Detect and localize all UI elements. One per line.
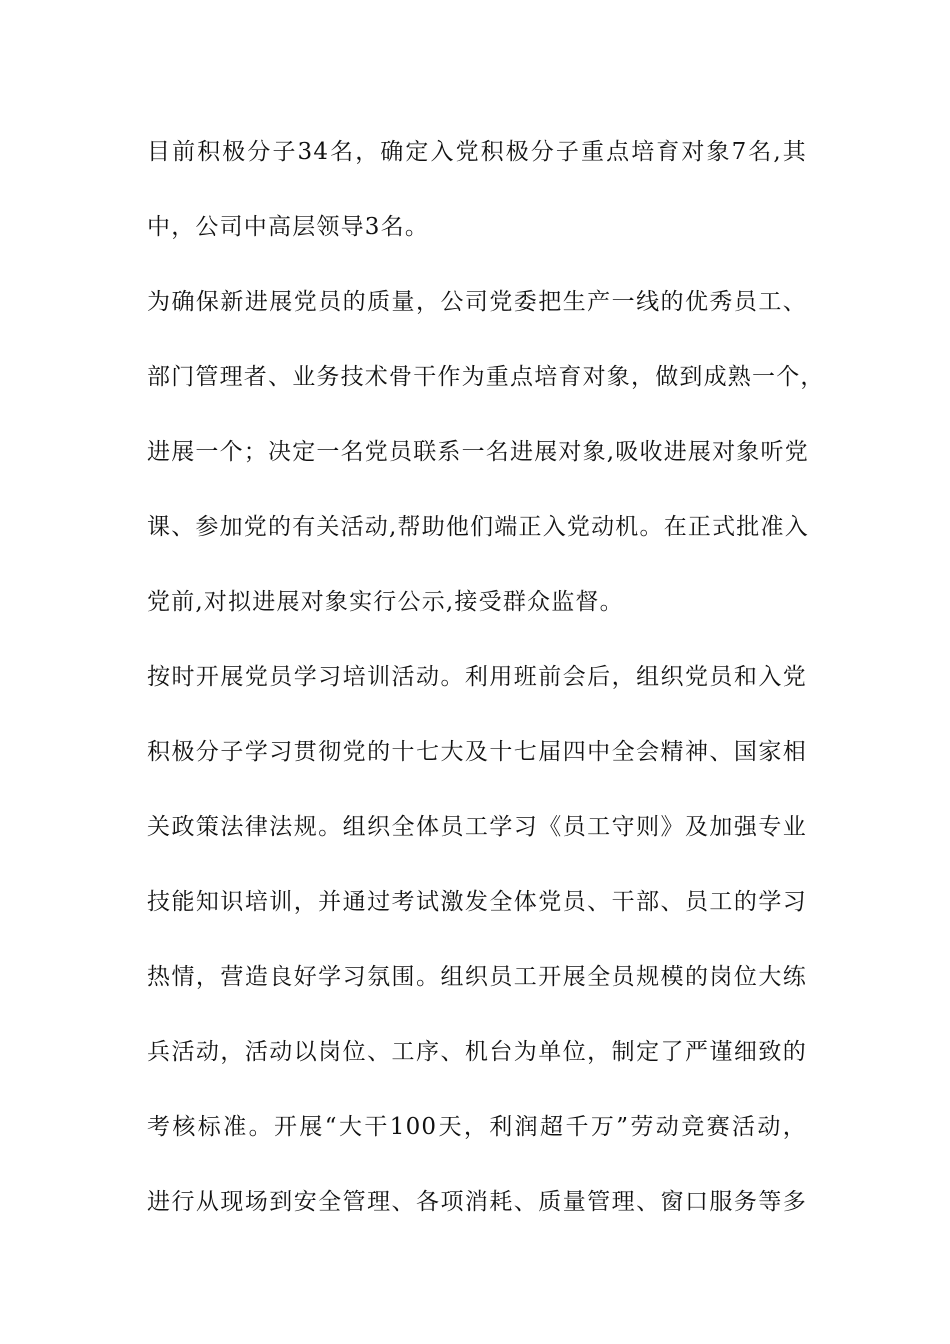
paragraph-3-line-7: 考核标准。开展“大干100天，利润超千万”劳动竞赛活动，: [147, 1114, 807, 1140]
paragraph-3-line-6: 兵活动，活动以岗位、工序、机台为单位，制定了严谨细致的: [147, 1039, 807, 1065]
paragraph-2-line-5: 党前,对拟进展对象实行公示,接受群众监督。: [147, 589, 624, 615]
paragraph-3-line-8: 进行从现场到安全管理、各项消耗、质量管理、窗口服务等多: [147, 1189, 807, 1215]
paragraph-3-line-4: 技能知识培训，并通过考试激发全体党员、干部、员工的学习: [147, 889, 807, 915]
paragraph-3-line-3: 关政策法律法规。组织全体员工学习《员工守则》及加强专业: [147, 814, 807, 840]
paragraph-2-line-2: 部门管理者、业务技术骨干作为重点培育对象，做到成熟一个，: [147, 364, 825, 390]
paragraph-2-line-4: 课、参加党的有关活动,帮助他们端正入党动机。在正式批准入: [147, 514, 809, 540]
paragraph-2-line-3: 进展一个；决定一名党员联系一名进展对象,吸收进展对象听党: [147, 439, 809, 465]
paragraph-3-line-1: 按时开展党员学习培训活动。利用班前会后，组织党员和入党: [147, 664, 807, 690]
paragraph-1-line-1: 目前积极分子34名，确定入党积极分子重点培育对象7名,其: [147, 139, 807, 165]
paragraph-3-line-2: 积极分子学习贯彻党的十七大及十七届四中全会精神、国家相: [147, 739, 807, 765]
paragraph-2-line-1: 为确保新进展党员的质量，公司党委把生产一线的优秀员工、: [147, 289, 807, 315]
paragraph-1-line-2: 中，公司中高层领导3名。: [147, 214, 430, 240]
paragraph-3-line-5: 热情，营造良好学习氛围。组织员工开展全员规模的岗位大练: [147, 964, 807, 990]
